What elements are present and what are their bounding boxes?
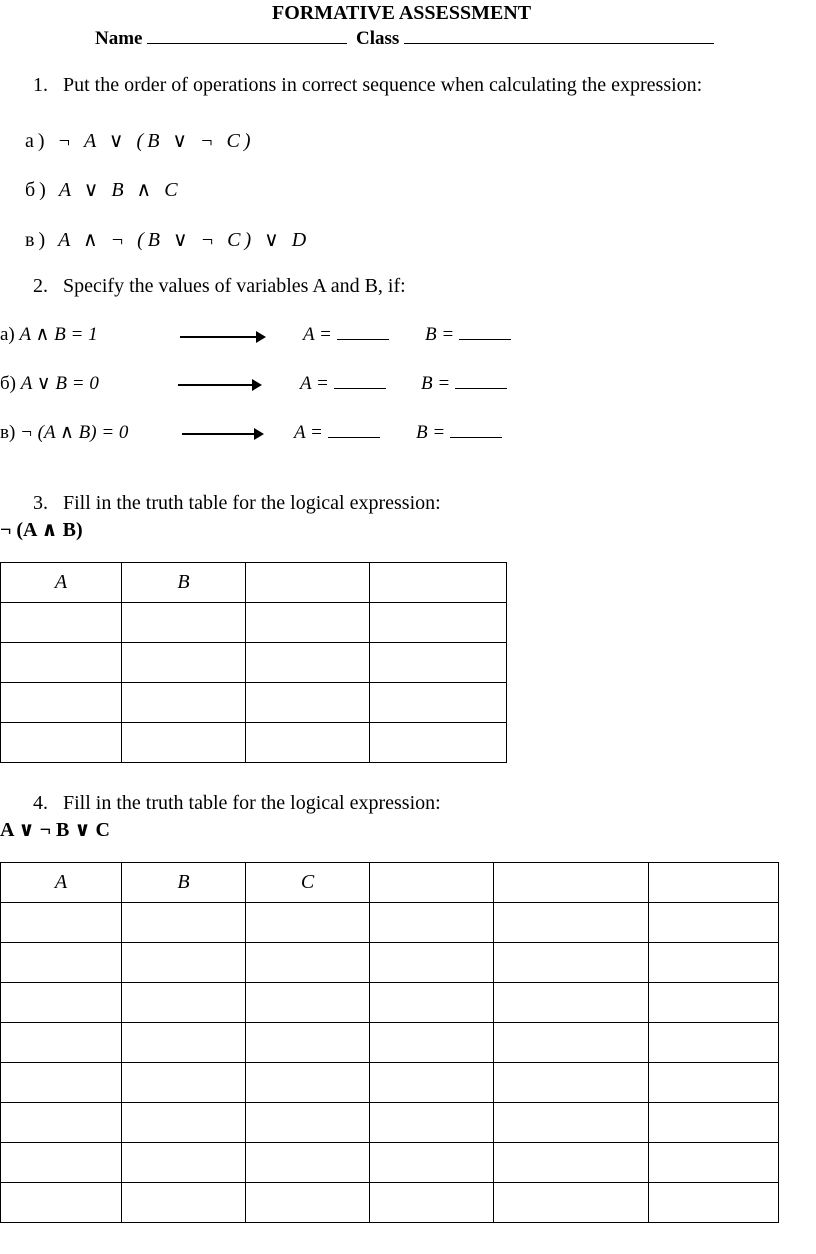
truth-table-3-cell[interactable] xyxy=(122,683,246,723)
truth-table-4-header-row xyxy=(1,863,779,903)
q2-item-a-answer-a xyxy=(303,323,389,346)
truth-table-4-cell[interactable] xyxy=(494,903,649,943)
truth-table-4-cell[interactable] xyxy=(1,1023,122,1063)
truth-table-4-cell[interactable] xyxy=(370,903,494,943)
question-1-text: Put the order of operations in correct sequence when calculating the expression: xyxy=(63,74,703,96)
truth-table-4-cell[interactable] xyxy=(370,1103,494,1143)
truth-table-4-cell[interactable] xyxy=(649,1063,779,1103)
truth-table-4-cell[interactable] xyxy=(649,1183,779,1223)
truth-table-4-row xyxy=(1,1103,779,1143)
truth-table-3-row xyxy=(1,643,507,683)
truth-table-3-header-cell[interactable] xyxy=(246,563,370,603)
q1-item-c xyxy=(25,227,310,252)
arrow-icon xyxy=(180,336,264,338)
truth-table-4-cell[interactable] xyxy=(370,1063,494,1103)
q2-item-b-a-field[interactable] xyxy=(334,372,386,389)
truth-table-3-cell[interactable] xyxy=(1,723,122,763)
q1-item-c-expr: A ∧ ¬ (B ∨ ¬ C) ∨ D xyxy=(58,229,311,251)
name-line xyxy=(95,27,347,50)
truth-table-4-cell[interactable] xyxy=(494,1023,649,1063)
page-title: FORMATIVE ASSESSMENT xyxy=(272,2,532,24)
truth-table-4-cell[interactable] xyxy=(494,1183,649,1223)
question-1-number: 1. xyxy=(33,74,48,96)
truth-table-3-cell[interactable] xyxy=(122,643,246,683)
class-line xyxy=(356,27,714,50)
truth-table-4-header-cell: B xyxy=(122,863,246,903)
q2-item-a-label: а) xyxy=(0,324,15,345)
truth-table-4-cell[interactable] xyxy=(246,1023,370,1063)
question-3-number: 3. xyxy=(33,492,48,514)
q2-item-b-label: б) xyxy=(0,373,16,394)
truth-table-3 xyxy=(0,562,507,763)
truth-table-4-cell[interactable] xyxy=(494,1063,649,1103)
question-2-number: 2. xyxy=(33,275,48,297)
q2-item-a-b-field[interactable] xyxy=(459,323,511,340)
q2-item-a-a-field[interactable] xyxy=(337,323,389,340)
truth-table-3-cell[interactable] xyxy=(370,643,507,683)
truth-table-3-cell[interactable] xyxy=(370,683,507,723)
truth-table-4-cell[interactable] xyxy=(370,983,494,1023)
truth-table-3-row xyxy=(1,683,507,723)
truth-table-4-cell[interactable] xyxy=(649,903,779,943)
truth-table-4-cell[interactable] xyxy=(122,983,246,1023)
truth-table-3-cell[interactable] xyxy=(370,723,507,763)
q1-item-b-label: б) xyxy=(25,179,50,201)
question-2-text: Specify the values of variables A and B, if: xyxy=(63,275,406,297)
truth-table-4-header-cell: A xyxy=(1,863,122,903)
truth-table-4-cell[interactable] xyxy=(122,903,246,943)
truth-table-4-cell[interactable] xyxy=(122,1063,246,1103)
truth-table-3-cell[interactable] xyxy=(1,683,122,723)
truth-table-4-cell[interactable] xyxy=(649,1023,779,1063)
truth-table-4-cell[interactable] xyxy=(370,1183,494,1223)
q2-item-b-b-field[interactable] xyxy=(455,372,507,389)
question-2 xyxy=(33,275,406,298)
truth-table-4-cell[interactable] xyxy=(122,943,246,983)
truth-table-4 xyxy=(0,862,779,1223)
truth-table-4-row xyxy=(1,903,779,943)
truth-table-4-cell[interactable] xyxy=(370,1143,494,1183)
truth-table-3-cell[interactable] xyxy=(246,683,370,723)
question-4 xyxy=(33,792,441,815)
truth-table-4-cell[interactable] xyxy=(1,1143,122,1183)
question-3 xyxy=(33,492,441,515)
name-field[interactable] xyxy=(147,27,347,44)
truth-table-4-cell[interactable] xyxy=(649,1143,779,1183)
q1-item-c-label: в) xyxy=(25,229,50,251)
q2-item-b-b-label: B = xyxy=(421,373,451,394)
truth-table-4-header-cell[interactable] xyxy=(370,863,494,903)
q1-item-a-expr: ¬ A ∨ (B ∨ ¬ C) xyxy=(57,130,255,152)
q2-item-a-a-label: A = xyxy=(303,324,332,345)
q2-item-c xyxy=(0,421,128,444)
truth-table-4-cell[interactable] xyxy=(122,1183,246,1223)
q1-item-a xyxy=(25,128,255,153)
truth-table-4-header-cell: C xyxy=(246,863,370,903)
q2-item-c-a-label: A = xyxy=(294,422,323,443)
truth-table-3-cell[interactable] xyxy=(122,603,246,643)
truth-table-4-header-cell[interactable] xyxy=(494,863,649,903)
question-4-number: 4. xyxy=(33,792,48,814)
truth-table-3-cell[interactable] xyxy=(1,603,122,643)
arrow-icon xyxy=(178,384,260,386)
truth-table-4-cell[interactable] xyxy=(1,943,122,983)
q1-item-b-expr: A ∨ B ∧ C xyxy=(58,179,182,201)
truth-table-4-cell[interactable] xyxy=(1,983,122,1023)
question-3-text: Fill in the truth table for the logical expression: xyxy=(63,492,441,514)
q2-item-c-b-field[interactable] xyxy=(450,421,502,438)
q2-item-c-answer-a xyxy=(294,421,380,444)
q2-item-b-a-label: A = xyxy=(300,373,329,394)
truth-table-4-cell[interactable] xyxy=(370,943,494,983)
truth-table-3-header-cell: B xyxy=(122,563,246,603)
arrow-icon xyxy=(182,433,262,435)
truth-table-3-cell[interactable] xyxy=(246,603,370,643)
truth-table-4-cell[interactable] xyxy=(246,983,370,1023)
name-label: Name xyxy=(95,28,143,49)
truth-table-4-cell[interactable] xyxy=(494,983,649,1023)
q1-item-a-label: а) xyxy=(25,130,49,152)
truth-table-3-header-cell[interactable] xyxy=(370,563,507,603)
truth-table-4-cell[interactable] xyxy=(246,943,370,983)
truth-table-3-cell[interactable] xyxy=(1,643,122,683)
truth-table-4-row xyxy=(1,1143,779,1183)
class-label: Class xyxy=(356,28,400,49)
truth-table-3-cell[interactable] xyxy=(122,723,246,763)
truth-table-4-cell[interactable] xyxy=(370,1023,494,1063)
truth-table-4-cell[interactable] xyxy=(246,1063,370,1103)
truth-table-4-row xyxy=(1,1183,779,1223)
q2-item-c-answer-b xyxy=(416,421,502,444)
q2-item-a xyxy=(0,323,98,346)
truth-table-4-cell[interactable] xyxy=(649,983,779,1023)
truth-table-4-cell[interactable] xyxy=(246,903,370,943)
question-4-text: Fill in the truth table for the logical expression: xyxy=(63,792,441,814)
truth-table-4-cell[interactable] xyxy=(1,1103,122,1143)
truth-table-4-row xyxy=(1,943,779,983)
truth-table-3-row xyxy=(1,723,507,763)
truth-table-3-cell[interactable] xyxy=(246,643,370,683)
truth-table-4-row xyxy=(1,983,779,1023)
q2-item-a-b-label: B = xyxy=(425,324,455,345)
truth-table-4-cell[interactable] xyxy=(649,1103,779,1143)
truth-table-3-row xyxy=(1,603,507,643)
truth-table-4-cell[interactable] xyxy=(1,1183,122,1223)
truth-table-3-cell[interactable] xyxy=(246,723,370,763)
truth-table-4-cell[interactable] xyxy=(494,1143,649,1183)
q2-item-b-expr: A ∨ B = 0 xyxy=(20,373,99,394)
truth-table-4-row xyxy=(1,1023,779,1063)
truth-table-3-cell[interactable] xyxy=(370,603,507,643)
truth-table-4-cell[interactable] xyxy=(246,1143,370,1183)
truth-table-4-cell[interactable] xyxy=(1,903,122,943)
question-3-expression: ¬ (A ∧ B) xyxy=(0,519,83,541)
truth-table-4-cell[interactable] xyxy=(649,943,779,983)
truth-table-4-header-cell[interactable] xyxy=(649,863,779,903)
truth-table-4-cell[interactable] xyxy=(246,1183,370,1223)
q2-item-c-label: в) xyxy=(0,422,16,443)
q2-item-b xyxy=(0,372,99,395)
q2-item-a-expr: A ∧ B = 1 xyxy=(19,324,98,345)
truth-table-4-cell[interactable] xyxy=(494,1103,649,1143)
truth-table-4-cell[interactable] xyxy=(122,1103,246,1143)
truth-table-4-row xyxy=(1,1063,779,1103)
q2-item-a-answer-b xyxy=(425,323,511,346)
truth-table-3-header-cell: A xyxy=(1,563,122,603)
class-field[interactable] xyxy=(404,27,714,44)
truth-table-4-cell[interactable] xyxy=(122,1143,246,1183)
q2-item-b-answer-b xyxy=(421,372,507,395)
q2-item-c-b-label: B = xyxy=(416,422,446,443)
truth-table-4-cell[interactable] xyxy=(246,1103,370,1143)
question-1 xyxy=(33,74,702,97)
truth-table-4-cell[interactable] xyxy=(494,943,649,983)
truth-table-4-cell[interactable] xyxy=(1,1063,122,1103)
question-4-expression: A ∨ ¬ B ∨ C xyxy=(0,819,110,841)
truth-table-4-cell[interactable] xyxy=(122,1023,246,1063)
truth-table-3-header-row xyxy=(1,563,507,603)
q1-item-b xyxy=(25,177,182,202)
q2-item-b-answer-a xyxy=(300,372,386,395)
q2-item-c-a-field[interactable] xyxy=(328,421,380,438)
q2-item-c-expr: ¬ (A ∧ B) = 0 xyxy=(20,422,129,443)
